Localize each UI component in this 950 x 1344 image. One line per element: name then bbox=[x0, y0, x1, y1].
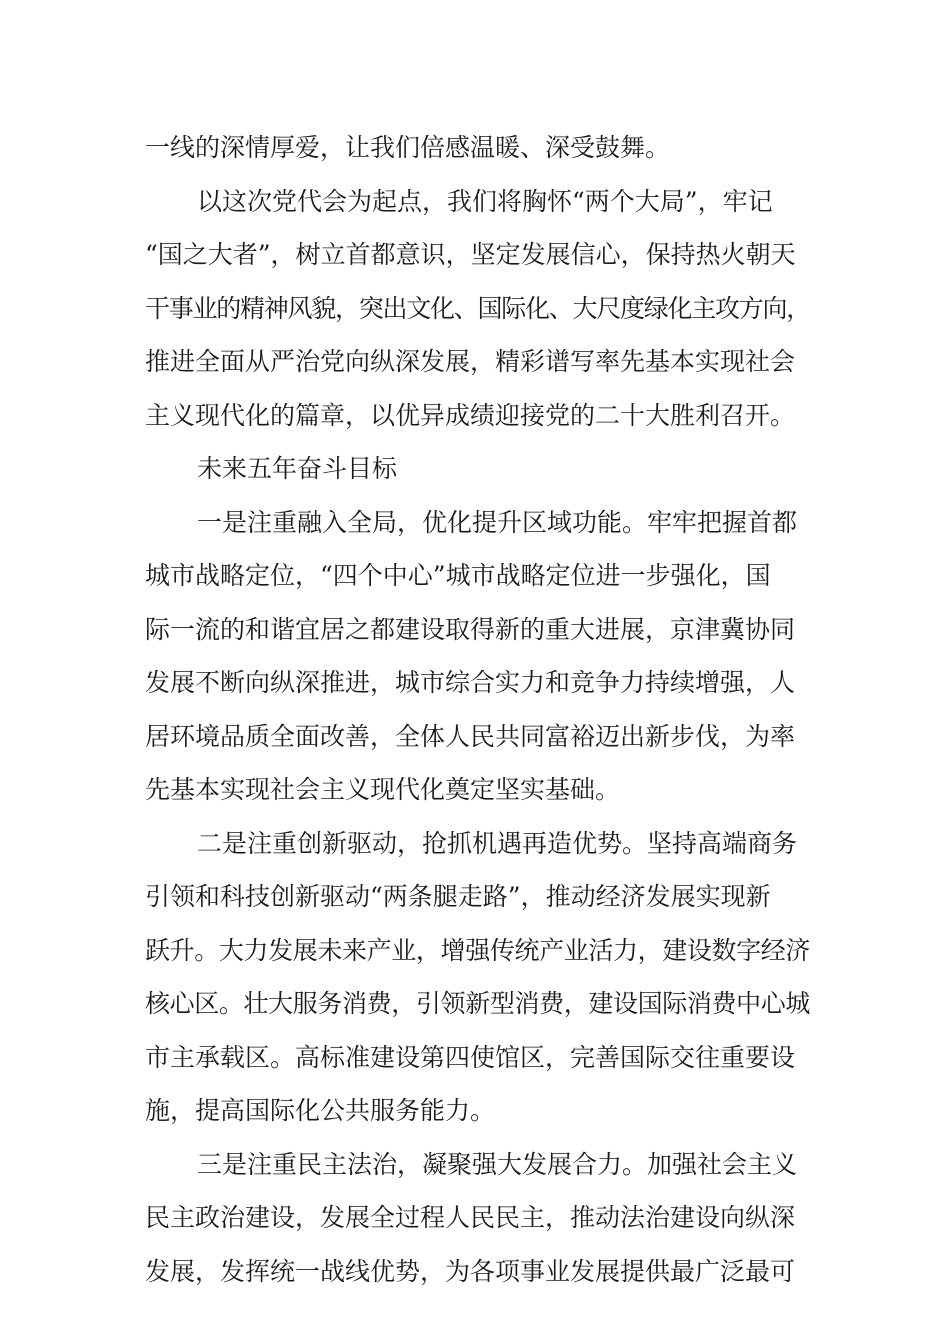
text-line: “国之大者”，树立首都意识，坚定发展信心，保持热火朝天 bbox=[145, 240, 796, 269]
text-line: 居环境品质全面改善，全体人民共同富裕迈出新步伐，为率 bbox=[145, 721, 796, 751]
paragraph-start-line: 二是注重创新驱动，抢抓机遇再造优势。坚持高端商务 bbox=[197, 828, 798, 858]
text-line: 主义现代化的篇章，以优异成绩迎接党的二十大胜利召开。 bbox=[145, 400, 796, 430]
paragraph-start-line: 一是注重融入全局，优化提升区域功能。牢牢把握首都 bbox=[197, 507, 798, 537]
document-body bbox=[145, 121, 810, 1298]
text-line: 先基本实现社会主义现代化奠定坚实基础。 bbox=[145, 775, 621, 804]
text-line: 一线的深情厚爱，让我们倍感温暖、深受鼓舞。 bbox=[145, 133, 671, 162]
text-line: 干事业的精神风貌，突出文化、国际化、大尺度绿化主攻方向， bbox=[145, 293, 811, 323]
text-line: 发展，发挥统一战线优势，为各项事业发展提供最广泛最可 bbox=[145, 1256, 796, 1286]
text-line: 发展不断向纵深推进，城市综合实力和竞争力持续增强，人 bbox=[145, 668, 796, 697]
paragraph-start-line: 三是注重民主法治，凝聚强大发展合力。加强社会主义 bbox=[197, 1149, 798, 1179]
text-line: 际一流的和谐宜居之都建设取得新的重大进展，京津冀协同 bbox=[145, 614, 796, 644]
text-line: 城市战略定位，“四个中心”城市战略定位进一步强化，国 bbox=[145, 561, 771, 590]
text-line: 跃升。大力发展未来产业，增强传统产业活力，建设数字经济 bbox=[145, 935, 811, 965]
text-line: 施，提高国际化公共服务能力。 bbox=[145, 1096, 496, 1125]
text-line: 市主承载区。高标准建设第四使馆区，完善国际交往重要设 bbox=[145, 1042, 796, 1072]
text-line: 民主政治建设，发展全过程人民民主，推动法治建设向纵深 bbox=[145, 1203, 796, 1232]
text-line: 核心区。壮大服务消费，引领新型消费，建设国际消费中心城 bbox=[145, 989, 811, 1018]
paragraph-start-line: 以这次党代会为起点，我们将胸怀“两个大局”，牢记 bbox=[197, 186, 773, 216]
text-line: 推进全面从严治党向纵深发展，精彩谱写率先基本实现社会 bbox=[145, 347, 796, 376]
text-line: 引领和科技创新驱动“两条腿走路”，推动经济发展实现新 bbox=[145, 882, 771, 911]
section-heading: 未来五年奋斗目标 bbox=[197, 454, 398, 483]
